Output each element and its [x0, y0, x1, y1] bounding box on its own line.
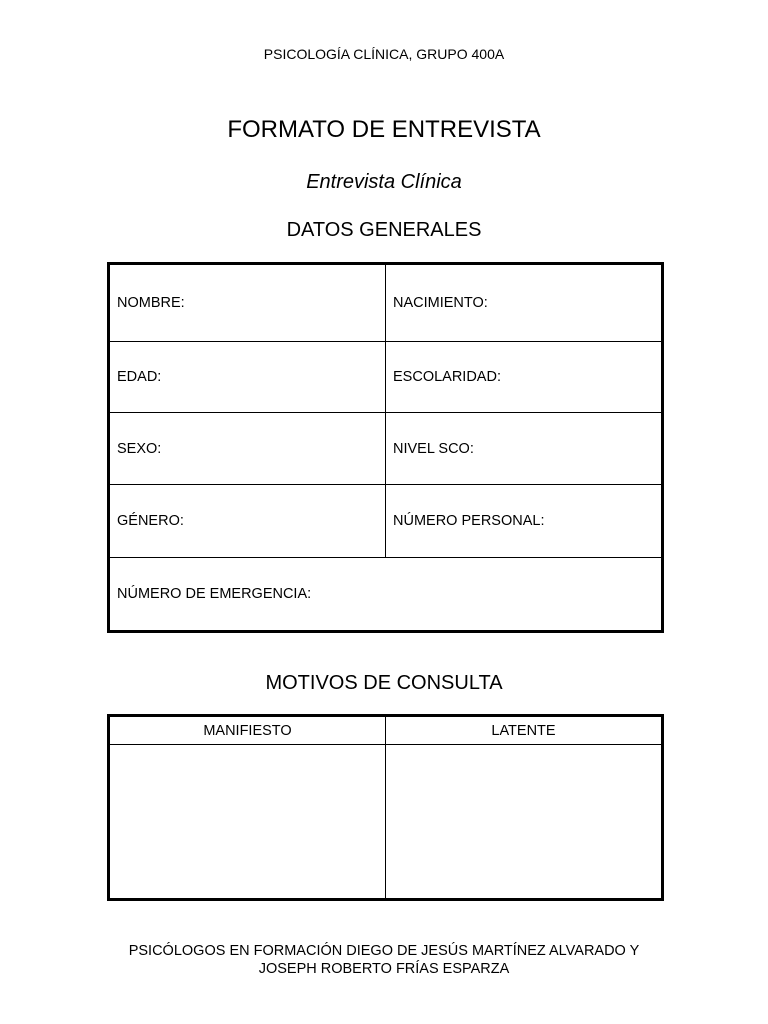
table-row	[109, 485, 663, 558]
motivos-consulta-title: MOTIVOS DE CONSULTA	[265, 672, 503, 694]
document-subtitle: Entrevista Clínica	[306, 171, 462, 193]
table-row	[109, 745, 663, 900]
manifiesto-column-header: MANIFIESTO	[109, 716, 386, 745]
escolaridad-field: ESCOLARIDAD:	[386, 342, 663, 413]
table-header-row	[109, 716, 663, 745]
table-row	[109, 264, 663, 342]
nacimiento-field: NACIMIENTO:	[386, 264, 663, 342]
datos-generales-title: DATOS GENERALES	[286, 219, 482, 241]
table-row	[109, 413, 663, 485]
authors-footer	[0, 942, 768, 978]
numero-emergencia-field: NÚMERO DE EMERGENCIA:	[109, 558, 663, 632]
sexo-field: SEXO:	[109, 413, 386, 485]
datos-generales-table	[107, 262, 664, 633]
edad-field: EDAD:	[109, 342, 386, 413]
course-header: PSICOLOGÍA CLÍNICA, GRUPO 400A	[263, 46, 505, 62]
nombre-field: NOMBRE:	[109, 264, 386, 342]
manifiesto-cell	[109, 745, 386, 900]
latente-column-header: LATENTE	[386, 716, 663, 745]
nivel-sco-field: NIVEL SCO:	[386, 413, 663, 485]
motivos-consulta-table	[107, 714, 664, 901]
numero-personal-field: NÚMERO PERSONAL:	[386, 485, 663, 558]
table-row	[109, 558, 663, 632]
document-title: FORMATO DE ENTREVISTA	[227, 116, 541, 143]
authors-line-2: JOSEPH ROBERTO FRÍAS ESPARZA	[258, 961, 510, 977]
authors-line-1: PSICÓLOGOS EN FORMACIÓN DIEGO DE JESÚS MARTÍNEZ ALVARADO Y	[128, 943, 640, 959]
table-row	[109, 342, 663, 413]
genero-field: GÉNERO:	[109, 485, 386, 558]
latente-cell	[386, 745, 663, 900]
